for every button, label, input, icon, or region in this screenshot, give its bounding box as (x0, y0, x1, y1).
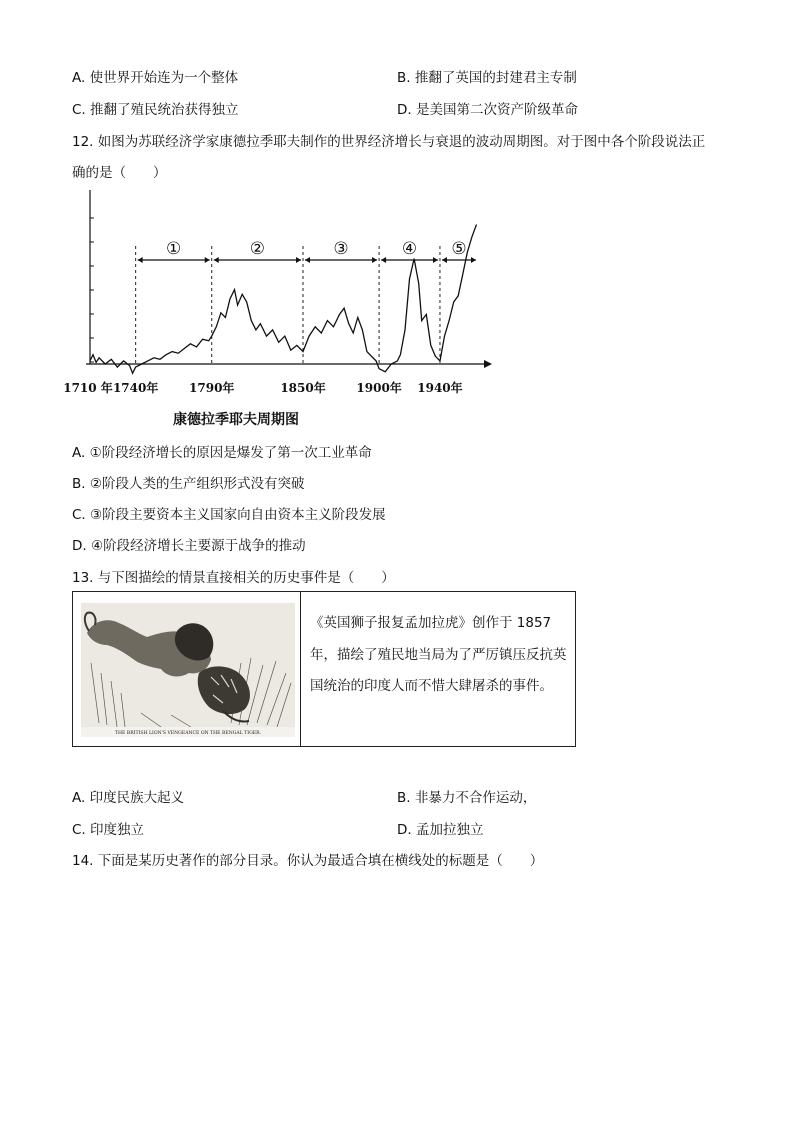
phase-arrowhead (442, 257, 447, 263)
phase-arrowhead (372, 257, 377, 263)
x-axis-arrow (484, 360, 492, 368)
q13-stem: 13. 与下图描绘的情景直接相关的历史事件是（ ） (72, 570, 395, 586)
x-tick-label: 1740年 (112, 381, 159, 395)
x-tick-label: 1790年 (189, 381, 235, 395)
q11-option-a: A. 使世界开始连为一个整体 (72, 70, 239, 86)
x-tick-label: 1900年 (356, 381, 402, 395)
phase-arrowhead (433, 257, 438, 263)
engraving-caption: THE BRITISH LION'S VENGEANCE ON THE BENGAL TIGER. (114, 731, 262, 736)
phase-label: ③ (333, 239, 349, 259)
q11-option-c: C. 推翻了殖民统治获得独立 (72, 102, 239, 118)
box-divider (300, 592, 301, 746)
lion-tiger-engraving (81, 603, 295, 737)
phase-arrowhead (138, 257, 143, 263)
q13-option-d: D. 孟加拉独立 (397, 822, 484, 838)
x-tick-label: 1940年 (417, 381, 463, 395)
q12-option-b: B. ②阶段人类的生产组织形式没有突破 (72, 476, 305, 492)
kondratiev-cycle-chart (63, 188, 496, 438)
phase-arrowhead (205, 257, 210, 263)
q12-option-c: C. ③阶段主要资本主义国家向自由资本主义阶段发展 (72, 507, 386, 523)
phase-arrowhead (471, 257, 476, 263)
x-tick-label: 1710 年 (63, 381, 113, 395)
phase-label: ⑤ (451, 239, 467, 259)
q11-option-d: D. 是美国第二次资产阶级革命 (397, 102, 578, 118)
x-tick-label: 1850年 (280, 381, 326, 395)
chart-title: 康德拉季耶夫周期图 (173, 412, 299, 428)
q13-option-c: C. 印度独立 (72, 822, 145, 838)
phase-label: ④ (401, 239, 418, 259)
phase-arrowhead (214, 257, 219, 263)
phase-arrowhead (296, 257, 301, 263)
q12-stem-line1: 12. 如图为苏联经济学家康德拉季耶夫制作的世界经济增长与衰退的波动周期图。对于图中各个阶段说法正 (72, 134, 706, 150)
phase-arrowhead (381, 257, 386, 263)
q12-stem-line2: 确的是（ ） (72, 165, 167, 181)
q12-option-a: A. ①阶段经济增长的原因是爆发了第一次工业革命 (72, 445, 372, 461)
q12-option-d: D. ④阶段经济增长主要源于战争的推动 (72, 538, 306, 554)
q11-option-b: B. 推翻了英国的封建君主专制 (397, 70, 577, 86)
q13-description: 《英国狮子报复孟加拉虎》创作于 1857 年，描绘了殖民地当局为了严厉镇压反抗英国统治的印度人而不惜大肆屠杀的事件。 (310, 615, 567, 694)
phase-label: ② (249, 239, 265, 259)
phase-arrowhead (305, 257, 310, 263)
q13-option-b: B. 非暴力不合作运动， (397, 790, 537, 806)
q13-material-box (72, 591, 576, 747)
economic-wave-line (90, 225, 477, 374)
q14-stem: 14. 下面是某历史著作的部分目录。你认为最适合填在横线处的标题是（ ） (72, 853, 544, 869)
q13-option-a: A. 印度民族大起义 (72, 790, 185, 806)
phase-label: ① (166, 239, 182, 259)
